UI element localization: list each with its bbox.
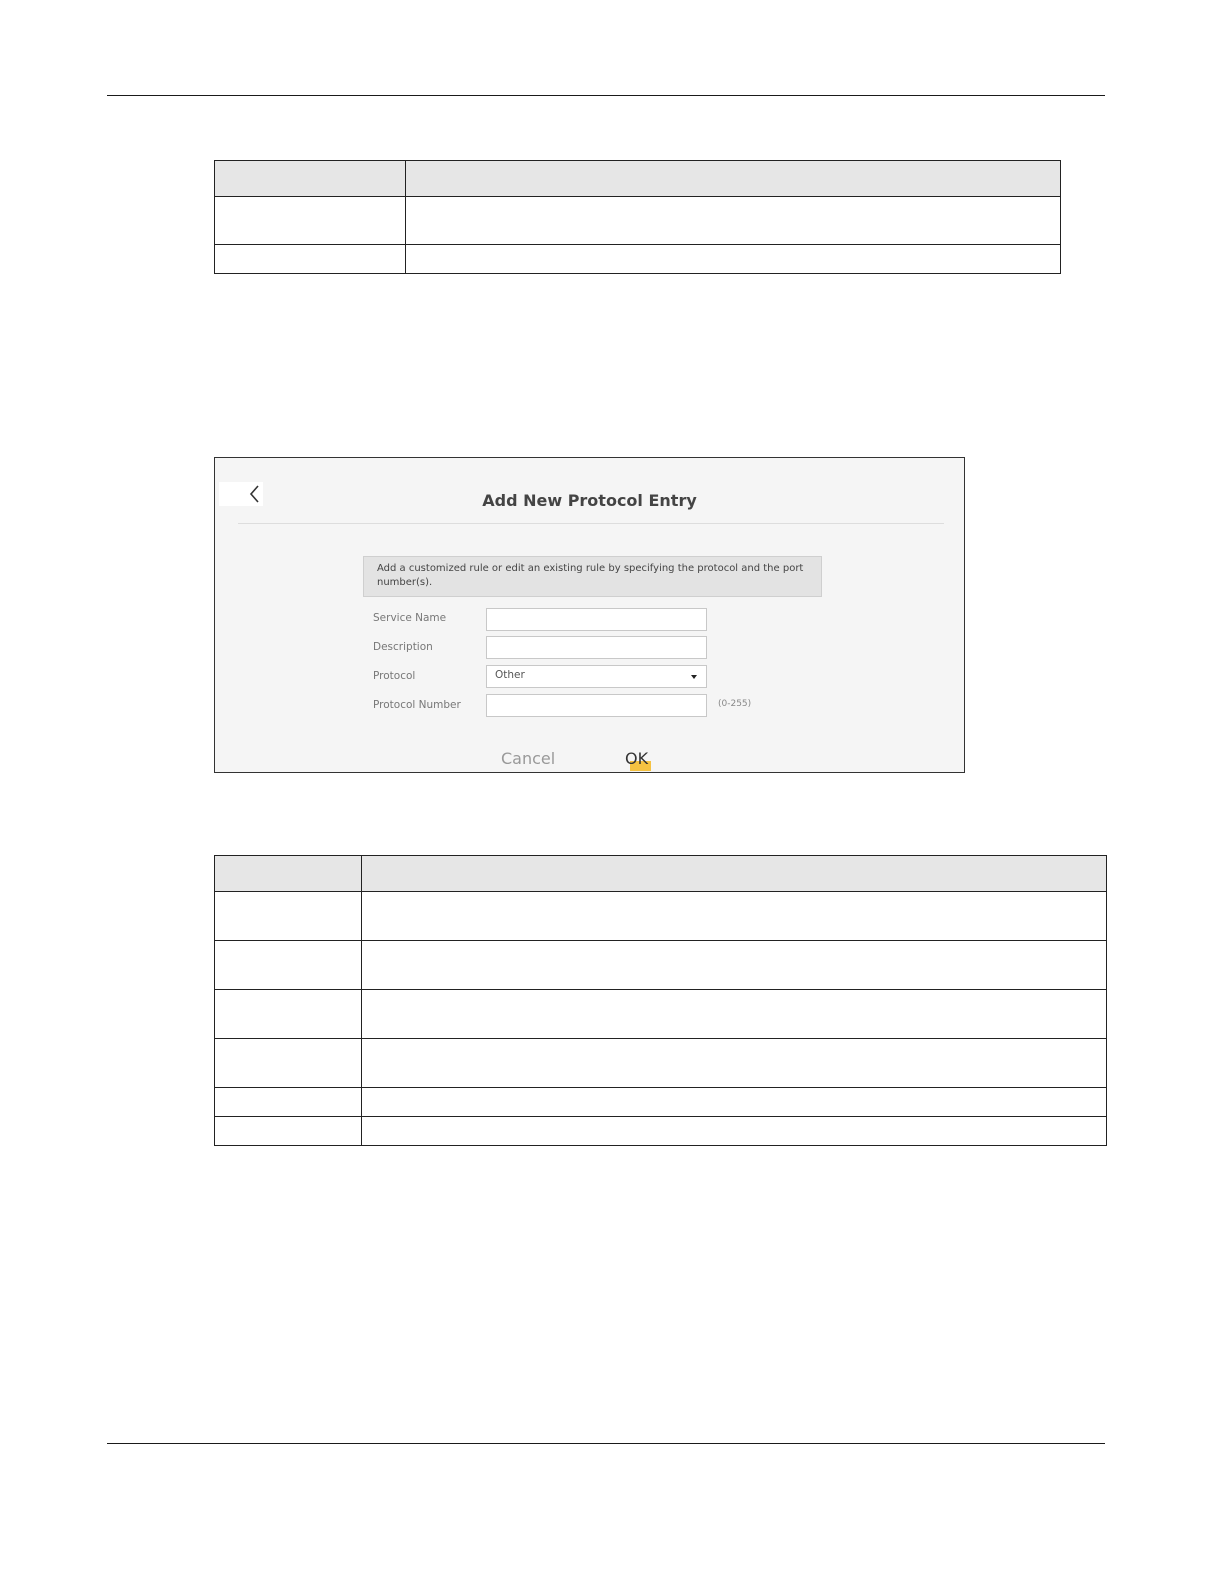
table-cell-label: [215, 245, 406, 274]
table-cell-label: [215, 1088, 362, 1117]
table-row: [215, 892, 1107, 941]
table-cell-label: [215, 990, 362, 1039]
header-rule: [107, 95, 1105, 96]
caret-down-icon: [691, 675, 697, 679]
table-cell-description: [362, 941, 1107, 990]
table-cell-label: [215, 941, 362, 990]
table-header-row: [215, 161, 1061, 197]
protocol-select[interactable]: [486, 665, 707, 688]
table-cell-description: [406, 245, 1061, 274]
table-header-label: [215, 856, 362, 892]
table-row: [215, 1088, 1107, 1117]
dialog-title: Add New Protocol Entry: [482, 491, 697, 510]
add-protocol-entry-dialog: [214, 457, 965, 773]
table-cell-label: [215, 1039, 362, 1088]
protocol-number-input[interactable]: [486, 694, 707, 717]
cancel-button[interactable]: Cancel: [501, 749, 556, 768]
service-name-input[interactable]: [486, 608, 707, 631]
protocol-selected-value: Other: [495, 669, 525, 681]
table-row: [215, 941, 1107, 990]
table-cell-description: [362, 1088, 1107, 1117]
service-name-label: Service Name: [373, 612, 447, 624]
table-row: [215, 1117, 1107, 1146]
protocol-number-range-hint: (0-255): [718, 699, 752, 709]
field-description-table-bottom: [214, 855, 1107, 1146]
table-cell-label: [215, 197, 406, 245]
table-cell-description: [362, 1039, 1107, 1088]
table-cell-description: [362, 990, 1107, 1039]
info-message: Add a customized rule or edit an existing rule by specifying the protocol and the port number(s).: [363, 556, 822, 597]
ok-button[interactable]: OK: [625, 749, 649, 768]
description-label: Description: [373, 641, 433, 653]
table-cell-description: [406, 197, 1061, 245]
table-cell-label: [215, 1117, 362, 1146]
table-row: [215, 990, 1107, 1039]
title-divider: [238, 523, 944, 524]
protocol-number-label: Protocol Number: [373, 699, 461, 711]
table-header-description: [406, 161, 1061, 197]
table-row: [215, 245, 1061, 274]
description-input[interactable]: [486, 636, 707, 659]
table-header-label: [215, 161, 406, 197]
table-header-row: [215, 856, 1107, 892]
table-cell-description: [362, 892, 1107, 941]
protocol-label: Protocol: [373, 670, 416, 682]
footer-rule: [107, 1443, 1105, 1444]
table-row: [215, 1039, 1107, 1088]
table-cell-description: [362, 1117, 1107, 1146]
field-description-table-top: [214, 160, 1061, 274]
table-header-description: [362, 856, 1107, 892]
table-row: [215, 197, 1061, 245]
table-cell-label: [215, 892, 362, 941]
